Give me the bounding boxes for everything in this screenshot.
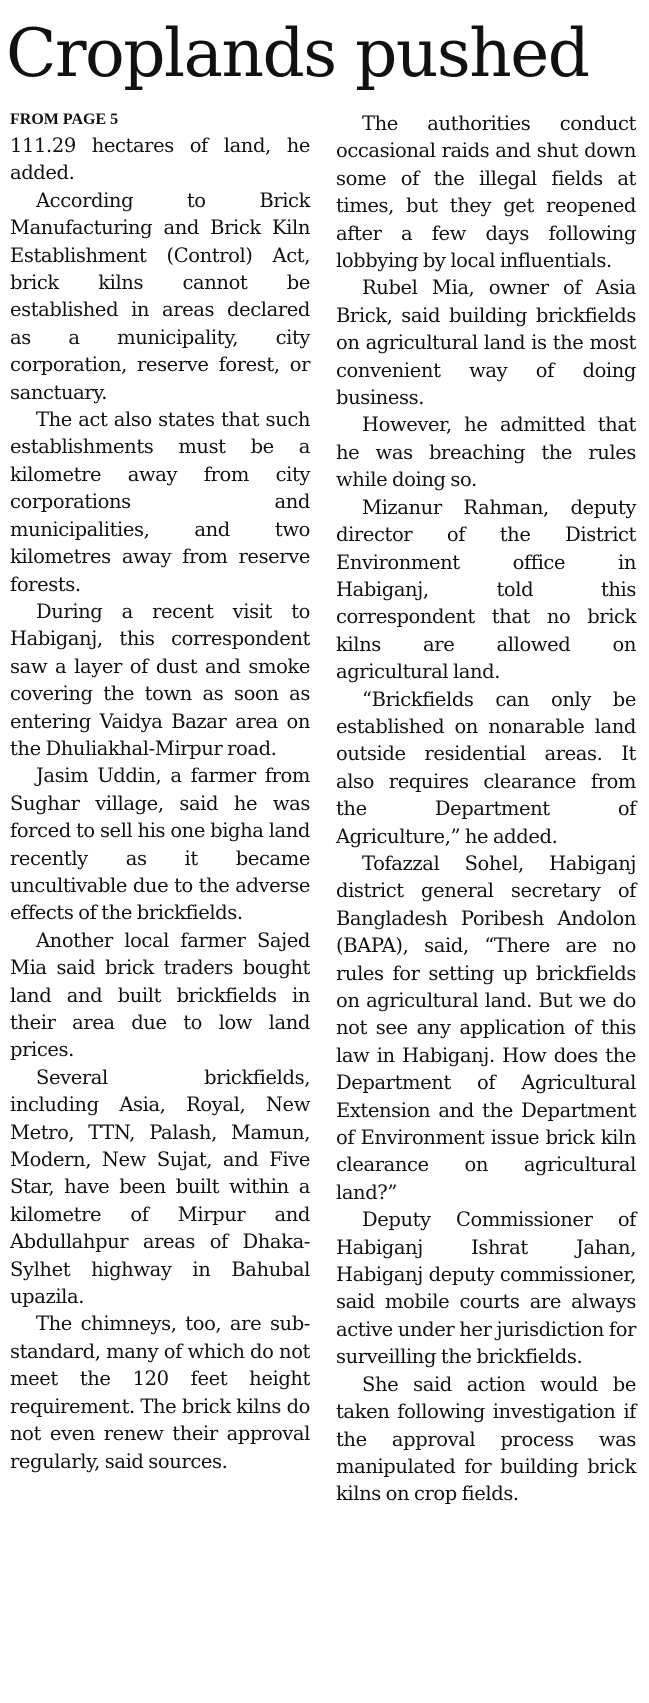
- paragraph: Mizanur Rahman, deputy director of the District Environment office in Habiganj, told this correspondent that no brick kilns are allowed on agricultural land.: [336, 495, 636, 684]
- paragraph: Jasim Uddin, a farmer from Sughar village, said he was forced to sell his one bigha land recently as it became uncultivable due to the adverse effects of the brickfields.: [10, 764, 310, 925]
- paragraph: She said action would be taken following investigation if the approval process was manipulated for building brick kilns on crop fields.: [336, 1372, 636, 1506]
- paragraph: According to Brick Manufacturing and Brick Kiln Establishment (Control) Act, brick kilns cannot be established in areas declared as a municipality, city corporation, reserve forest, or sanctuary.: [10, 188, 310, 404]
- paragraph: Several brickfields, including Asia, Royal, New Metro, TTN, Palash, Mamun, Modern, New Sujat, and Five Star, have been built within a kilometre of Mirpur and Abdullahpur areas of Dhaka-Sylhet highway in Bahubal upazila.: [10, 1065, 310, 1309]
- continuation-kicker: FROM PAGE 5: [10, 111, 119, 128]
- article-column-right: [336, 110, 636, 1508]
- paragraph: Rubel Mia, owner of Asia Brick, said building brickfields on agricultural land is the most convenient way of doing business.: [336, 276, 636, 410]
- paragraph: During a recent visit to Habiganj, this correspondent saw a layer of dust and smoke covering the town as soon as entering Vaidya Bazar area on the Dhuliakhal-Mirpur road.: [10, 599, 310, 760]
- paragraph: However, he admitted that he was breaching the rules while doing so.: [336, 413, 636, 492]
- paragraph: The chimneys, too, are sub-standard, many of which do not meet the 120 feet height requirement. The brick kilns do not even renew their approval regularly, said sources.: [10, 1312, 310, 1473]
- paragraph: “Brickfields can only be established on nonarable land outside residential areas. It also requires clearance from the Department of Agriculture,” he added.: [336, 687, 636, 848]
- paragraph: Tofazzal Sohel, Habiganj district general secretary of Bangladesh Poribesh Andolon (BAPA), said, “There are no rules for setting up brickfields on agricultural land. But we do not see any application of this law in Habiganj. How does the Department of Agricultural Extension and the Department of Environment issue brick kiln clearance on agricultural land?”: [336, 851, 636, 1204]
- article-column-left: [10, 110, 310, 1475]
- paragraph: Deputy Commissioner of Habiganj Ishrat Jahan, Habiganj deputy commissioner, said mobile courts are always active under her jurisdiction for surveilling the brickfields.: [336, 1208, 636, 1369]
- paragraph: 111.29 hectares of land, he added.: [10, 134, 310, 185]
- paragraph: The authorities conduct occasional raids and shut down some of the illegal fields at times, but they get reopened after a few days following lobbying by local influentials.: [336, 112, 636, 273]
- paragraph: The act also states that such establishments must be a kilometre away from city corporations and municipalities, and two kilometres away from reserve forests.: [10, 408, 310, 596]
- headline: Croplands pushed: [6, 15, 589, 92]
- paragraph: Another local farmer Sajed Mia said brick traders bought land and built brickfields in their area due to low land prices.: [10, 928, 310, 1062]
